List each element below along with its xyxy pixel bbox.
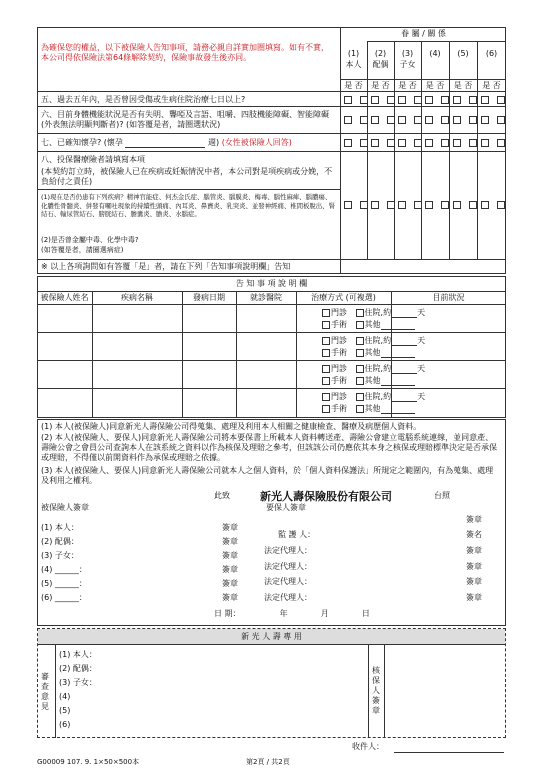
yes-no-header: 是 否 (482, 81, 501, 90)
outpatient-label: 門診 (331, 392, 347, 401)
question-8-title: 八、投保醫療險者請填寫本項 (41, 155, 145, 164)
policyholder-sign-label: 要保人簽章 (266, 503, 306, 512)
yes-no-checkboxes (344, 138, 369, 147)
detail-title: 告 知 事 項 說 明 欄 (235, 279, 308, 288)
yes-no-checkboxes (425, 115, 450, 124)
yes-checkbox[interactable] (481, 139, 489, 147)
inpatient-checkbox[interactable] (356, 393, 364, 401)
no-checkbox[interactable] (414, 139, 422, 147)
inpatient-checkbox[interactable] (356, 337, 364, 345)
yes-checkbox[interactable] (344, 139, 352, 147)
taijian: 台照 (434, 491, 450, 500)
yes-checkbox[interactable] (481, 201, 489, 209)
review-item: (2) 配偶： (59, 664, 97, 673)
yes-no-checkboxes (481, 138, 506, 147)
yes-no-checkboxes (453, 115, 478, 124)
relation-col-num: (4) (429, 49, 441, 58)
review-item: (4) (59, 692, 71, 701)
days-label: 天 (417, 392, 426, 401)
q7-week: 週) (208, 138, 220, 147)
detail-header: 目前狀況 (432, 293, 465, 302)
other-field[interactable] (381, 329, 415, 330)
yes-no-header: 是 否 (344, 81, 363, 90)
detail-header: 治療方式 (可複選) (311, 293, 376, 302)
detail-header: 發病日期 (193, 293, 225, 302)
days-field[interactable] (391, 345, 417, 346)
days-label: 天 (417, 336, 426, 345)
review-label: 審查意見 (41, 672, 49, 711)
no-checkbox[interactable] (469, 96, 477, 104)
seal-label: 簽章 (222, 551, 238, 560)
treatment-options (322, 392, 440, 414)
yes-no-checkboxes (398, 138, 423, 147)
yes-checkbox[interactable] (398, 116, 406, 124)
cizhi: 此致 (214, 491, 230, 500)
no-checkbox[interactable] (414, 96, 422, 104)
seal-label: 簽章 (222, 537, 238, 546)
yes-no-header: 是 否 (371, 81, 390, 90)
other-checkbox[interactable] (356, 405, 364, 413)
yes-no-header: 是 否 (425, 81, 445, 90)
yes-checkbox[interactable] (425, 139, 433, 147)
relation-col-num: (2) (374, 49, 387, 58)
insured-sign-item: (1) 本人： (41, 523, 79, 532)
yes-checkbox[interactable] (398, 201, 406, 209)
yes-checkbox[interactable] (481, 116, 489, 124)
other-label: 其他 (364, 348, 381, 357)
inpatient-checkbox[interactable] (356, 365, 364, 373)
insured-sign-item: (4) ______： (41, 565, 87, 574)
no-checkbox[interactable] (469, 201, 477, 209)
yes-checkbox[interactable] (371, 116, 379, 124)
treatment-options (322, 308, 440, 330)
no-checkbox[interactable] (414, 201, 422, 209)
surgery-checkbox[interactable] (322, 349, 330, 357)
surgery-checkbox[interactable] (322, 377, 330, 385)
legal-rep-label: 法定代理人： (264, 593, 312, 602)
question-8-3: (如答覆是者，請圈選病症) (41, 246, 124, 254)
yes-no-checkboxes (398, 95, 423, 104)
yes-no-checkboxes (371, 115, 396, 124)
relation-title: 眷 屬 / 關 係 (401, 29, 446, 38)
yes-checkbox[interactable] (425, 201, 433, 209)
other-field[interactable] (381, 385, 415, 386)
date-year: 年 (279, 609, 288, 618)
outpatient-checkbox[interactable] (322, 309, 330, 317)
q7-note: (女性被保險人回答) (221, 138, 292, 147)
detail-header: 被保險人姓名 (40, 293, 89, 302)
yes-checkbox[interactable] (398, 96, 406, 104)
question-7 (41, 138, 337, 148)
inpatient-label: 住院,約 (364, 364, 392, 373)
seal-label: 簽章 (222, 593, 238, 602)
review-item: (1) 本人： (59, 650, 97, 659)
legal-rep-label: 法定代理人： (264, 546, 312, 555)
seal-label: 簽章 (466, 515, 482, 524)
receiver-label: 收件人： (352, 742, 384, 751)
other-label: 其他 (364, 376, 381, 385)
relation-col-label: 子女 (399, 60, 416, 69)
insured-sign-label: 被保險人簽章 (41, 503, 89, 512)
relation-col-num: (3) (401, 49, 414, 58)
other-field[interactable] (381, 357, 415, 358)
yes-no-header: 是 否 (398, 81, 417, 90)
yes-no-checkboxes (371, 95, 396, 104)
no-checkbox[interactable] (441, 116, 449, 124)
question-8-2: (2)是否曾金屬中毒、化學中毒? (41, 236, 139, 244)
days-field[interactable] (391, 317, 417, 318)
outpatient-label: 門診 (331, 308, 347, 317)
yes-no-checkboxes (344, 200, 369, 209)
outpatient-checkbox[interactable] (322, 393, 330, 401)
consent-2: (2) 本人(被保險人、要保人)同意新光人壽保險公司將本要保書上所載本人資料轉送產、壽險公會建立電腦系統連線，並同意產、壽險公會之會員公司查詢本人在該系統之資料以作為核保及理賠之參考，但該該公司仍應依其本身之核保或理賠標準決定是否承保或理賠，不得僅以前開資料作為承保或理賠之依據。 (41, 433, 497, 462)
q7-week-field[interactable] (125, 147, 205, 148)
question-8-1: (1)現在是否仍患有下列疾病？精神官能症、何杰金氏症、腦管炎、腦膜炎、梅毒、腦性麻痺、腦膿瘍、化膿性骨髓炎、併發有囉吐現象的持續性頭痛、內耳炎、鼻竇炎、乳突炎、並發神經痛、椎間板脫出、腎結石、輸尿管結石、膀胱結石、膽囊炎、膽炎、水腦症。 (41, 193, 335, 219)
other-label: 其他 (364, 404, 381, 413)
no-checkbox[interactable] (497, 201, 505, 209)
yes-no-checkboxes (371, 200, 396, 209)
seal-label: 簽章 (466, 577, 482, 586)
relation-col-label: 本人 (345, 60, 362, 69)
no-checkbox[interactable] (360, 96, 368, 104)
yes-no-checkboxes (344, 115, 369, 124)
yes-no-checkboxes (481, 115, 506, 124)
insured-sign-item: (3) 子女： (41, 551, 79, 560)
yes-checkbox[interactable] (371, 201, 379, 209)
yes-no-checkboxes (425, 138, 450, 147)
days-field[interactable] (391, 373, 417, 374)
question-5: 五、過去五年內，是否曾因受傷或生病住院治療七日以上? (41, 95, 246, 104)
other-field[interactable] (381, 413, 415, 414)
yes-checkbox[interactable] (371, 96, 379, 104)
footer-code: G00009 107. 9. 1×50×500本 (37, 758, 140, 766)
surgery-checkbox[interactable] (322, 405, 330, 413)
seal-label: 簽章 (466, 593, 482, 602)
outpatient-checkbox[interactable] (322, 365, 330, 373)
no-checkbox[interactable] (387, 116, 395, 124)
consent-1: (1) 本人(被保險人)同意新光人壽保險公司得蒐集、處理及利用本人相關之健康檢查、醫療及病歷個人資料。 (41, 422, 422, 431)
yes-no-checkboxes (453, 200, 478, 209)
no-checkbox[interactable] (387, 139, 395, 147)
relation-col-num: (5) (457, 49, 469, 58)
relation-col-num: (6) (485, 49, 498, 58)
no-checkbox[interactable] (387, 201, 395, 209)
yes-no-checkboxes (425, 95, 450, 104)
reference-note: ※ 以上各項詢問如有答覆「是」者，請在下列「告知事項說明欄」告知 (41, 262, 291, 271)
days-label: 天 (417, 364, 426, 373)
insured-sign-item: (2) 配偶： (41, 537, 79, 546)
no-checkbox[interactable] (441, 201, 449, 209)
legal-rep-label: 法定代理人： (264, 562, 312, 571)
company-name: 新光人壽保險股份有限公司 (260, 490, 392, 503)
no-checkbox[interactable] (497, 116, 505, 124)
guardian-sign-label: 簽名 (466, 530, 482, 539)
yes-checkbox[interactable] (453, 201, 461, 209)
seal-label: 簽章 (222, 579, 238, 588)
detail-header: 疾病名稱 (121, 293, 153, 302)
yes-no-checkboxes (371, 138, 396, 147)
yes-checkbox[interactable] (453, 96, 461, 104)
outpatient-checkbox[interactable] (322, 337, 330, 345)
no-checkbox[interactable] (469, 139, 477, 147)
date-label: 日 期： (214, 609, 241, 618)
footer-page: 第2頁 / 共2頁 (246, 758, 290, 766)
yes-no-checkboxes (425, 200, 450, 209)
consent-3: (3) 本人(被保險人、要保人)同意新光人壽保險公司就本人之個人資料，於「個人資料保護法」所規定之範圍內，有為蒐集、處理及利用之權利。 (41, 466, 494, 485)
review-item: (5) (59, 706, 71, 715)
seal-label: 簽章 (222, 565, 238, 574)
inpatient-label: 住院,約 (364, 336, 392, 345)
treatment-options (322, 364, 440, 386)
no-checkbox[interactable] (360, 139, 368, 147)
no-checkbox[interactable] (387, 96, 395, 104)
review-item: (3) 子女： (59, 678, 97, 687)
other-label: 其他 (364, 320, 381, 329)
yes-checkbox[interactable] (398, 139, 406, 147)
surgery-label: 手術 (331, 320, 347, 329)
no-checkbox[interactable] (441, 139, 449, 147)
no-checkbox[interactable] (497, 96, 505, 104)
seal-label: 簽章 (466, 546, 482, 555)
yes-no-checkboxes (453, 95, 478, 104)
outpatient-label: 門診 (331, 364, 347, 373)
relation-col-num: (1) (347, 49, 360, 58)
no-checkbox[interactable] (441, 96, 449, 104)
review-item: (6) (59, 720, 71, 729)
yes-checkbox[interactable] (453, 139, 461, 147)
yes-no-checkboxes (453, 138, 478, 147)
yes-no-checkboxes (481, 200, 506, 209)
yes-checkbox[interactable] (425, 96, 433, 104)
yes-checkbox[interactable] (344, 201, 352, 209)
other-checkbox[interactable] (356, 321, 364, 329)
inpatient-label: 住院,約 (364, 392, 392, 401)
detail-header: 就診醫院 (250, 293, 282, 302)
seal-label: 簽章 (466, 562, 482, 571)
outpatient-label: 門診 (331, 336, 347, 345)
yes-no-checkboxes (398, 115, 423, 124)
date-month: 月 (320, 609, 329, 618)
question-6: 六、目前身體機能狀況是否有失明、聾啞及言語、咀嚼、四肢機能障礙、智能障礙(外表無法明顯判斷者)? (如答覆是者，請圈選狀況) (41, 110, 329, 129)
yes-checkbox[interactable] (344, 96, 352, 104)
days-field[interactable] (391, 401, 417, 402)
yes-checkbox[interactable] (371, 139, 379, 147)
inpatient-checkbox[interactable] (356, 309, 364, 317)
no-checkbox[interactable] (414, 116, 422, 124)
insured-sign-item: (6) ______： (41, 593, 87, 602)
other-checkbox[interactable] (356, 377, 364, 385)
yes-no-header: 是 否 (453, 81, 473, 90)
yes-checkbox[interactable] (344, 116, 352, 124)
yes-no-checkboxes (481, 95, 506, 104)
yes-no-checkboxes (398, 200, 423, 209)
inpatient-label: 住院,約 (364, 308, 392, 317)
no-checkbox[interactable] (360, 201, 368, 209)
seal-label: 簽章 (222, 523, 238, 532)
treatment-options (322, 336, 440, 358)
days-label: 天 (417, 308, 426, 317)
legal-rep-label: 法定代理人： (264, 577, 312, 586)
insured-sign-item: (5) ______： (41, 579, 87, 588)
no-checkbox[interactable] (497, 139, 505, 147)
surgery-label: 手術 (331, 376, 347, 385)
underwriter-label: 核保人簽章 (372, 666, 380, 715)
date-row (214, 609, 414, 619)
relation-col-label: 配偶 (372, 60, 389, 69)
other-checkbox[interactable] (356, 349, 364, 357)
company-use-title: 新 光 人 壽 專 用 (38, 629, 505, 644)
surgery-label: 手術 (331, 404, 347, 413)
date-day: 日 (361, 609, 370, 618)
surgery-checkbox[interactable] (322, 321, 330, 329)
no-checkbox[interactable] (360, 116, 368, 124)
yes-no-checkboxes (344, 95, 369, 104)
yes-checkbox[interactable] (425, 116, 433, 124)
guardian-label: 監 護 人： (278, 530, 316, 539)
yes-checkbox[interactable] (453, 116, 461, 124)
no-checkbox[interactable] (469, 116, 477, 124)
q7-text: 七、已確知懷孕? (懷孕 (41, 138, 123, 147)
question-8-desc: (本契約訂立時，被保險人已在疾病或妊娠情況中者，本公司對是項疾病或分娩，不負給付之責任) (41, 167, 333, 186)
yes-checkbox[interactable] (481, 96, 489, 104)
notice-text: 為確保您的權益，以下被保險人告知事項，請務必親自詳實加圈填寫。如有不實，本公司得依保險法第64條解除契約，保險事故發生後亦同。 (41, 43, 329, 62)
surgery-label: 手術 (331, 348, 347, 357)
